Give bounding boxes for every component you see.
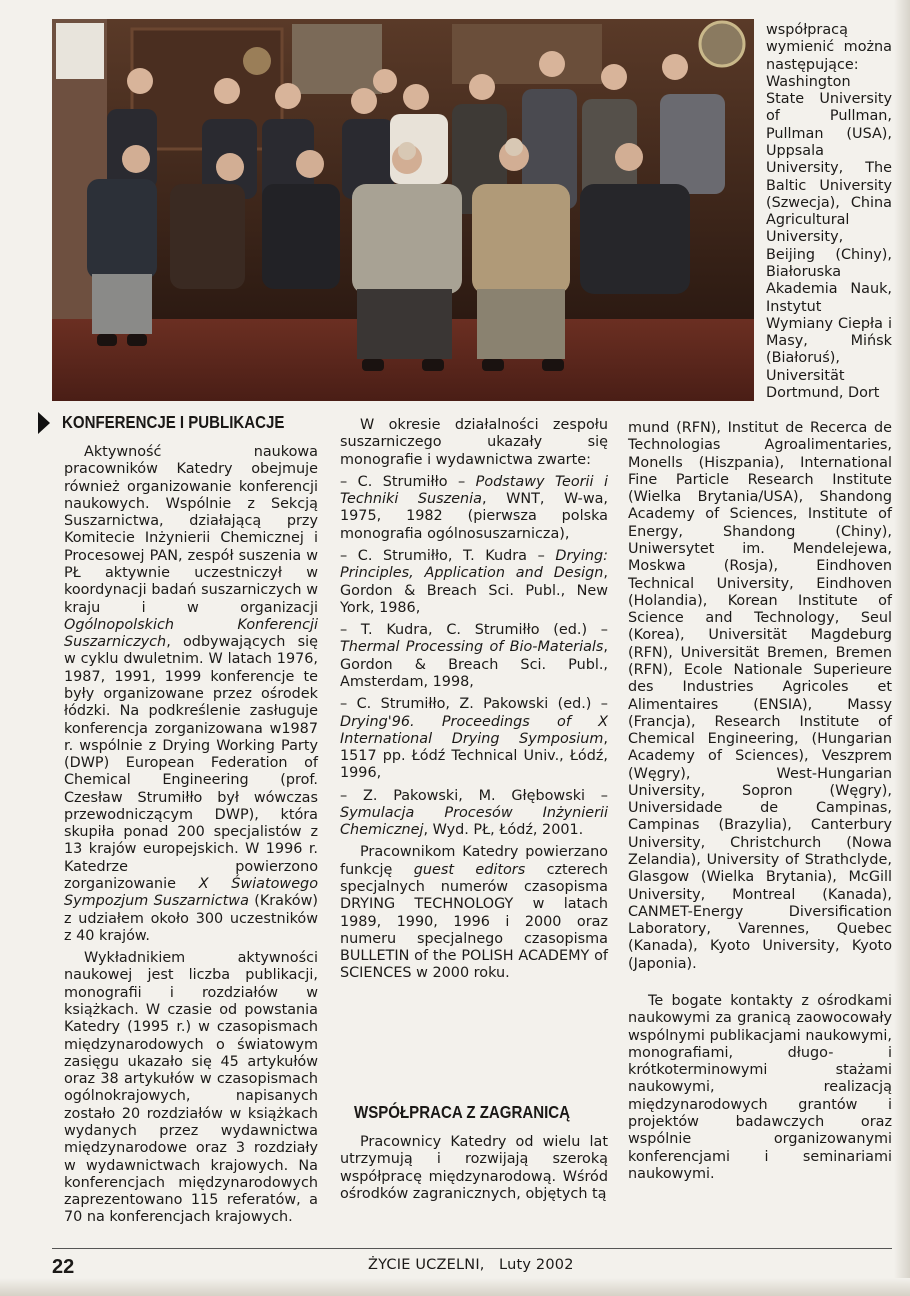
column-2-bottom <box>340 1134 608 1203</box>
text-span: czterech specjalnych numerów czasopisma DRYING TECHNOLOGY w latach 1989, 1990, 1996 i 2000 oraz numeru specjalnego czasopisma BULLETIN of the POLISH ACADEMY of SCIENCES w 2000 roku. <box>340 861 609 982</box>
italic-title: X Światowego Sympozjum Suszarnictwa <box>64 876 318 910</box>
text-span: – C. Strumiłło, T. Kudra – <box>340 547 556 564</box>
paragraph-konferencje-1 <box>64 444 318 945</box>
paragraph-wspolpraca-start: Pracownicy Katedry od wielu lat utrzymują i rozwijają szeroką współpracę międzynarodową. Wśród ośrodków zagranicznych, objętych tą <box>340 1134 608 1202</box>
italic-title: Thermal Processing of Bio-Materials <box>340 639 604 656</box>
text-span: , Gordon & Breach Sci. Publ., Amsterdam, 1998, <box>340 639 608 690</box>
paragraph-wspolpraca-list: mund (RFN), Institut de Recerca de Technologias Agroalimentaries, Monells (Hiszpania), International Fine Particle Research Institute (Wielka Brytania/USA), Shandong Academy of Sciences, Institute of Energy, Shandong (Chiny), Uniwersytet im. Mendelejewa, Moskwa (Rosja), Eindhoven Technical University, Eindhoven (Holandia), Korean Institute of Science and Technology, Seul (Korea), Universität Magdeburg (RFN), Universität Bremen, Bremen (RFN), Ecole Nationale Superieure des Industries Agricoles et Alimentaires (ENSIA), Massy (Francja), Research Institute of Chemical Engineering, (Hungarian Academy of Sciences), Veszprem (Węgry), West-Hungarian University, Sopron (Węgry), Universidade de Campinas, Campinas (Brazylia), Canterbury University, Christchurch (Nowa Zelandia), University of Strathclyde, Glasgow (Wielka Brytania), McGill University, Montreal (Kanada), CANMET-Energy Diversification Laboratory, Varennes, Quebec (Kanada), Kyoto University, Kyoto (Japonia). <box>628 420 892 972</box>
monograph-item <box>340 548 608 617</box>
page-number: 22 <box>52 1256 75 1278</box>
paragraph-guest-editors <box>340 844 608 982</box>
text-span: (Kraków) z udziałem około 300 uczestników z 40 krajów. <box>64 893 318 944</box>
text-span: , odbywających się w cyklu dwuletnim. W latach 1976, 1987, 1991, 1999 konferencje te były organizowane przez ośrodek łódzki. Na podkreślenie zasługuje konferencja zorganizowana w1987 r. wspólnie z Drying Working Party (DWP) European Federation of Chemical Engineering (prof. Czesław Strumiłło był wówczas przewodniczącym DWP), która skupiła ponad 200 specjalistów z 13 krajów europejskich. W 1996 r. Katedrze powierzono zorganizowanie <box>64 634 318 893</box>
text-span: , Wyd. PŁ, Łódź, 2001. <box>423 822 584 839</box>
monograph-item <box>340 474 608 543</box>
italic-title: Drying'96. Proceedings of X International Drying Symposium <box>340 713 608 747</box>
monograph-item <box>340 696 608 782</box>
monograph-item <box>340 622 608 691</box>
group-photo <box>52 19 754 401</box>
monograph-item <box>340 788 608 840</box>
paragraph-wspolpraca-continued: współpracą wymienić można następujące: Washington State University of Pullman, Pullman (USA), Uppsala University, The Baltic University (Szwecja), China Agricultural University, Beijing (Chiny), Białoruska Akademia Nauk, Instytut Wymiany Ciepła i Masy, Mińsk (Białoruś), Universität Dortmund, Dort <box>766 22 892 401</box>
text-span: – C. Strumiłło, Z. Pakowski (ed.) – <box>340 696 608 713</box>
section-heading-wspolpraca: WSPÓŁPRACA Z ZAGRANICĄ <box>354 1102 570 1122</box>
italic-title: Podstawy Teorii i Techniki Suszenia <box>340 473 609 508</box>
text-span: Pracownikom Katedry powierzano funkcję <box>340 844 608 878</box>
text-span: , 1517 pp. Łódź Technical Univ., Łódź, 1996, <box>340 730 608 782</box>
italic-title: Ogólnopolskich Konferencji Suszarniczych <box>64 616 318 651</box>
text-span: Aktywność naukowa pracowników Katedry obejmuje również organizowanie konferencji naukowych. Wspólnie z Sekcją Suszarnictwa, działającą przy Komitecie Inżynierii Chemicznej i Procesowej PAN, zespół suszenia w PŁ aktywnie uczestniczył w koordynacji badań suszarniczych w kraju i w organizacji <box>64 444 318 616</box>
group-photo-illustration <box>52 19 754 401</box>
column-1 <box>64 444 318 1227</box>
section-heading-konferencje: KONFERENCJE I PUBLIKACJE <box>62 412 285 432</box>
text-span: , Gordon & Breach Sci. Publ., New York, 1986, <box>340 565 608 616</box>
text-span: , WNT, W-wa, 1975, 1982 (pierwsza polska monografia ogólnosuszarnicza), <box>340 491 608 542</box>
footer-rule <box>52 1248 892 1249</box>
column-3 <box>628 420 892 1183</box>
text-span: – T. Kudra, C. Strumiłło (ed.) – <box>340 622 608 639</box>
italic-title: Symulacja Procesów Inżynierii Chemicznej <box>340 804 608 839</box>
journal-title: ŻYCIE UCZELNI, Luty 2002 <box>368 1257 574 1273</box>
italic-title: Drying: Principles, Application and Design <box>340 547 608 582</box>
column-3-top <box>766 22 892 402</box>
paragraph-publikacje: Wykładnikiem aktywności naukowej jest liczba publikacji, monografii i rozdziałów w książkach. W czasie od powstania Katedry (1995 r.) w czasopismach międzynarodowych o światowym zasięgu ukazało się 45 artykułów oraz 38 artykułów w czasopismach ogólnokrajowych, napisanych zostało 20 rozdziałów w książkach wydanych przez wydawnictwa międzynarodowe oraz 3 rozdziały w wydawnictwach krajowych. Na konferencjach międzynarodowych zaprezentowano 115 referatów, a 70 na konferencjach krajowych. <box>64 950 318 1226</box>
text-span: – C. Strumiłło – <box>340 473 476 490</box>
text-span: – Z. Pakowski, M. Głębowski – <box>340 787 608 804</box>
page-bottom-shadow <box>0 1278 910 1296</box>
column-2 <box>340 412 608 983</box>
page-edge-shadow <box>894 0 910 1296</box>
italic-term: guest editors <box>413 861 526 878</box>
paragraph-monografie-intro: W okresie działalności zespołu suszarniczego ukazały się monografie i wydawnictwa zwarte: <box>340 417 608 468</box>
paragraph-kontakty: Te bogate kontakty z ośrodkami naukowymi za granicą zaowocowały wspólnymi publikacjami naukowymi, monografiami, długo- i krótkoterminowymi stażami naukowymi, realizacją międzynarodowych grantów i projektów badawczych oraz wspólnie organizowanymi konferencjami i seminariami naukowymi. <box>628 993 892 1182</box>
section-marker-icon <box>38 412 50 434</box>
